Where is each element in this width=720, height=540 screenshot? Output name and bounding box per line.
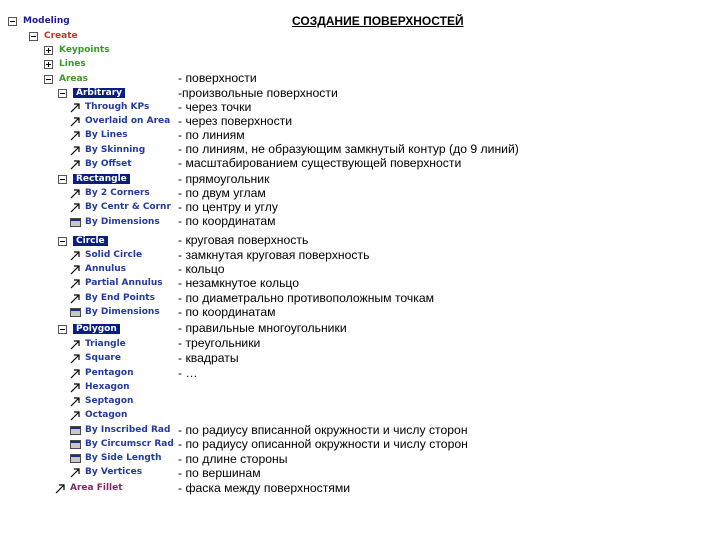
collapse-icon[interactable]: [58, 325, 67, 334]
tree-item-lines[interactable]: [44, 57, 86, 71]
arrow-icon: [70, 353, 81, 364]
tree-label: Octagon: [85, 410, 128, 420]
collapse-icon[interactable]: [8, 17, 17, 26]
desc-line: - прямоугольник: [178, 172, 270, 186]
tree-label: By Side Length: [85, 453, 162, 463]
tree-label: Triangle: [85, 339, 126, 349]
tree-item-by-inscribed-rad[interactable]: [70, 423, 170, 437]
arrow-icon: [70, 293, 81, 304]
tree-item-through-kps[interactable]: [70, 100, 149, 114]
tree-label: By Inscribed Rad: [85, 425, 171, 435]
desc-line: - по радиусу вписанной окружности и числу сторон: [178, 423, 468, 437]
tree-item-by-offset[interactable]: [70, 157, 132, 171]
tree-label: Septagon: [85, 396, 134, 406]
tree-label: By Offset: [85, 159, 132, 169]
desc-line: - правильные многоугольники: [178, 321, 347, 335]
tree-label: By 2 Corners: [85, 188, 150, 198]
arrow-icon: [70, 339, 81, 350]
tree-label: By End Points: [85, 293, 155, 303]
arrow-icon: [70, 278, 81, 289]
tree-label-areas: Areas: [59, 74, 88, 84]
collapse-icon[interactable]: [44, 75, 53, 84]
desc-line: - квадраты: [178, 351, 239, 365]
arrow-icon: [70, 382, 81, 393]
arrow-icon: [70, 467, 81, 478]
arrow-icon: [55, 483, 66, 494]
tree-label-polygon: Polygon: [73, 324, 120, 334]
desc-line: - круговая поверхность: [178, 233, 309, 247]
desc-line: - по линиям: [178, 128, 245, 142]
desc-line: -произвольные поверхности: [178, 86, 338, 100]
tree-item-annulus[interactable]: [70, 262, 126, 276]
tree-label: By Lines: [85, 130, 128, 140]
desc-line: - по координатам: [178, 214, 276, 228]
desc-line: - по двум углам: [178, 186, 266, 200]
tree-item-arbitrary[interactable]: [58, 86, 125, 100]
collapse-icon[interactable]: [29, 32, 38, 41]
tree-label: By Dimensions: [85, 217, 160, 227]
desc-line: - …: [178, 366, 198, 380]
tree-label: Square: [85, 353, 121, 363]
expand-icon[interactable]: [44, 60, 53, 69]
desc-line: - через точки: [178, 100, 252, 114]
tree-item-triangle[interactable]: [70, 337, 126, 351]
desc-line: - замкнутая круговая поверхность: [178, 248, 370, 262]
arrow-icon: [70, 102, 81, 113]
page-title: СОЗДАНИЕ ПОВЕРХНОСТЕЙ: [292, 14, 464, 28]
desc-areas: - поверхности: [178, 71, 257, 85]
tree-label-lines: Lines: [59, 59, 86, 69]
tree-item-rectangle[interactable]: [58, 172, 130, 186]
tree-label-circle: Circle: [73, 236, 108, 246]
tree-label: By Circumscr Rad: [85, 439, 174, 449]
tree-label-rectangle: Rectangle: [73, 174, 130, 184]
tree-label: Hexagon: [85, 382, 130, 392]
tree-item-octagon[interactable]: [70, 408, 127, 422]
tree-item-by-lines[interactable]: [70, 128, 128, 142]
expand-icon[interactable]: [44, 46, 53, 55]
tree-item-by-skinning[interactable]: [70, 143, 145, 157]
desc-line: - треугольники: [178, 336, 261, 350]
tree-item-by-vertices[interactable]: [70, 465, 142, 479]
collapse-icon[interactable]: [58, 89, 67, 98]
tree-item-by-2-corners[interactable]: [70, 186, 150, 200]
tree-label-arbitrary: Arbitrary: [73, 88, 125, 98]
desc-line: - фаска между поверхностями: [178, 481, 351, 495]
desc-line: - по центру и углу: [178, 200, 278, 214]
arrow-icon: [70, 188, 81, 199]
desc-line: - кольцо: [178, 262, 225, 276]
tree-label: Solid Circle: [85, 250, 143, 260]
collapse-icon[interactable]: [58, 175, 67, 184]
tree-label: Pentagon: [85, 368, 134, 378]
arrow-icon: [70, 410, 81, 421]
tree-item-circle[interactable]: [58, 234, 108, 248]
desc-line: - масштабированием существующей поверхности: [178, 156, 462, 170]
arrow-icon: [70, 396, 81, 407]
tree-label-create: Create: [44, 31, 78, 41]
dialog-icon: [70, 426, 81, 435]
tree-item-polygon[interactable]: [58, 322, 120, 336]
tree-label-modeling: Modeling: [23, 16, 70, 26]
tree-label: By Vertices: [85, 467, 143, 477]
tree-item-modeling[interactable]: [8, 14, 70, 28]
tree-item-areas[interactable]: [44, 72, 88, 86]
tree-item-by-end-points[interactable]: [70, 291, 155, 305]
dialog-icon: [70, 440, 81, 449]
tree-label-area-fillet: Area Fillet: [70, 483, 123, 493]
tree-item-square[interactable]: [70, 351, 121, 365]
tree-item-solid-circle[interactable]: [70, 248, 142, 262]
desc-line: - незамкнутое кольцо: [178, 276, 300, 290]
tree-label-keypoints: Keypoints: [59, 45, 110, 55]
arrow-icon: [70, 145, 81, 156]
tree-label: By Skinning: [85, 145, 146, 155]
tree-item-by-dimensions-circle[interactable]: [70, 305, 160, 319]
arrow-icon: [70, 202, 81, 213]
tree-item-partial-annulus[interactable]: [70, 276, 163, 290]
arrow-icon: [70, 250, 81, 261]
tree-item-hexagon[interactable]: [70, 380, 130, 394]
desc-line: - через поверхности: [178, 114, 293, 128]
tree-label: By Centr & Cornr: [85, 202, 171, 212]
tree-item-area-fillet[interactable]: [55, 481, 123, 495]
tree-label: Partial Annulus: [85, 278, 163, 288]
tree-item-by-dimensions-rect[interactable]: [70, 215, 160, 229]
arrow-icon: [70, 368, 81, 379]
tree-item-create[interactable]: [29, 29, 78, 43]
tree-item-overlaid-on-area[interactable]: [70, 114, 170, 128]
desc-line: - по диаметрально противоположным точкам: [178, 291, 435, 305]
tree-item-septagon[interactable]: [70, 394, 133, 408]
tree-item-by-circumscr-rad[interactable]: [70, 437, 174, 451]
collapse-icon[interactable]: [58, 237, 67, 246]
desc-line: - по вершинам: [178, 466, 261, 480]
tree-label: Overlaid on Area: [85, 116, 171, 126]
tree-label: By Dimensions: [85, 307, 160, 317]
tree-label: Annulus: [85, 264, 127, 274]
dialog-icon: [70, 218, 81, 227]
tree-label: Through KPs: [85, 102, 150, 112]
arrow-icon: [70, 159, 81, 170]
tree-item-by-centr-cornr[interactable]: [70, 200, 171, 214]
arrow-icon: [70, 130, 81, 141]
arrow-icon: [70, 116, 81, 127]
tree-item-by-side-length[interactable]: [70, 451, 162, 465]
tree-item-keypoints[interactable]: [44, 43, 110, 57]
desc-line: - по линиям, не образующим замкнутый контур (до 9 линий): [178, 142, 519, 156]
dialog-icon: [70, 308, 81, 317]
desc-line: - по длине стороны: [178, 452, 288, 466]
arrow-icon: [70, 264, 81, 275]
desc-line: - по радиусу описанной окружности и числу сторон: [178, 437, 468, 451]
dialog-icon: [70, 454, 81, 463]
desc-line: - по координатам: [178, 305, 276, 319]
tree-item-pentagon[interactable]: [70, 366, 134, 380]
